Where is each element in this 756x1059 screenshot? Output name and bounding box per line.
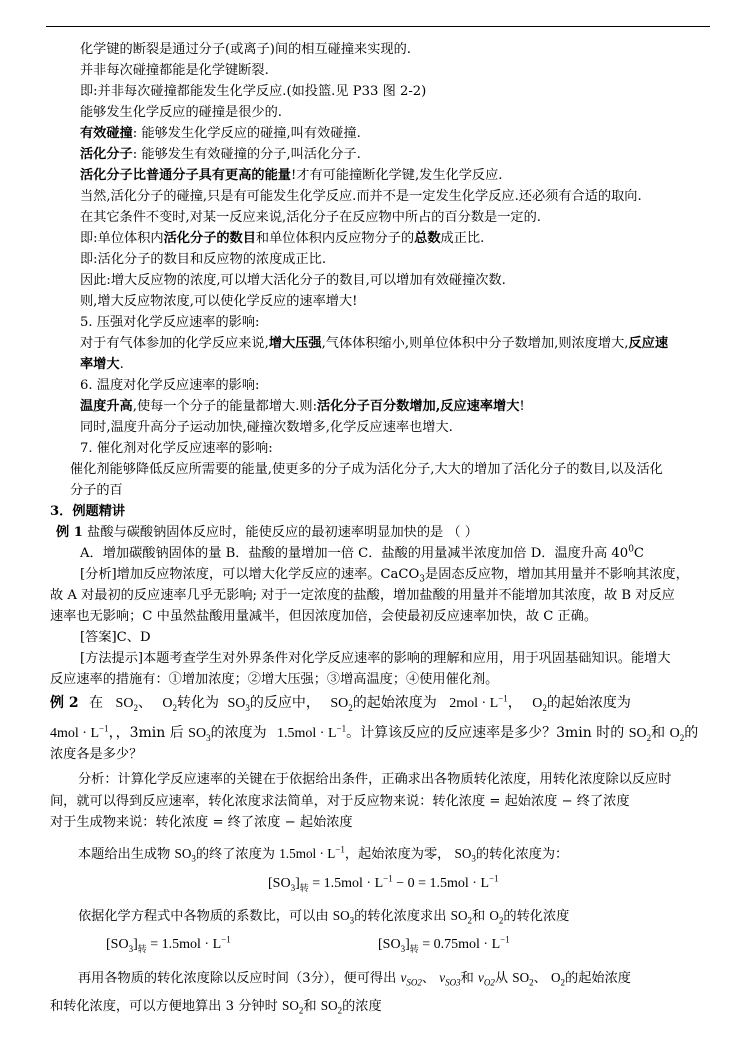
- text: 、: [137, 695, 152, 711]
- formula-so2: $SO_2$: [320, 998, 343, 1016]
- text-line: 浓度各是多少？: [50, 747, 143, 762]
- text: 成正比.: [440, 231, 485, 246]
- text-line: 能够发生化学反应的碰撞是很少的.: [80, 105, 283, 120]
- text: 和单位体积内反应物分子的: [255, 231, 415, 246]
- text: .: [119, 357, 124, 372]
- formula-so2: $SO_2$: [115, 696, 138, 713]
- text: 和: [460, 971, 474, 986]
- text: ,使每一个分子的能量都增大.则:: [132, 399, 318, 414]
- text: ，: [108, 725, 116, 741]
- text-line: 催化剂能够降低反应所需要的能量,使更多的分子成为活化分子,大大的增加了活化分子的数目,以及活化: [70, 462, 663, 477]
- text: 的浓度为: [210, 725, 267, 741]
- formula-o2: $O_2$: [669, 726, 685, 743]
- text-line: 5. 压强对化学反应速率的影响:: [80, 315, 260, 330]
- text: !: [519, 399, 525, 414]
- formula-so2: $SO_2$: [512, 970, 534, 988]
- equation-3: $[SO_3]_转 = 0.75mol \cdot L^{-1}$: [378, 934, 510, 954]
- concentration: $1.5mol \cdot L^{-1}$: [279, 844, 345, 861]
- text: 和: [651, 725, 666, 741]
- text-line: 速率也无影响；C 中虽然盐酸用量减半，但因浓度加倍，会使最初反应速率加快，故 C 正确。: [50, 609, 598, 624]
- text-line: 化学键的断裂是通过分子(或离子)间的相互碰撞来实现的.: [80, 42, 411, 57]
- text: 和: [303, 999, 317, 1014]
- text-line: 即:活化分子的数目和反应物的浓度成正比.: [80, 252, 327, 267]
- example-label: 例 1: [56, 525, 83, 540]
- text: C: [633, 546, 645, 561]
- text: 的浓度: [342, 999, 382, 1014]
- text: 在: [89, 695, 104, 711]
- rate-so3: $v_{SO3}$: [439, 970, 461, 988]
- bold-text: 温度升高: [80, 399, 133, 414]
- example-2-line2: [50, 724, 698, 743]
- text-line: [80, 355, 124, 374]
- bold-text: 活化分子百分数增加,反应速率增大: [317, 399, 520, 414]
- header-rule: [46, 26, 710, 27]
- text-line: [78, 844, 568, 864]
- text: 、: [421, 971, 436, 986]
- text: 的起始浓度为: [546, 695, 631, 711]
- options-line: [80, 544, 644, 563]
- text-line: [方法提示]本题考查学生对外界条件对化学反应速率的影响的理解和应用，用于巩固基础知识。能增大: [80, 651, 671, 666]
- formula-so2: $SO_2$: [330, 696, 353, 713]
- concentration: $4mol \cdot L^{-1}$: [50, 723, 109, 741]
- text: 转化为: [177, 695, 220, 711]
- text: 再用各物质的转化浓度除以反应时间（3分），便可得出: [78, 971, 397, 986]
- text: 。计算该反应的反应速率是多少？3min 时的: [346, 725, 625, 741]
- formula-so3: $SO_3$: [454, 846, 476, 864]
- text: [分析]增加反应物浓度，可以增大化学反应的速率。CaCO: [80, 567, 420, 582]
- text-line: 间，就可以得到反应速率，转化浓度求法简单，对于反应物来说：转化浓度 = 起始浓度 − 终了浓度: [50, 794, 630, 809]
- rate-so2: $v_{SO2}$: [400, 970, 422, 988]
- text: ，3min 后: [115, 725, 184, 741]
- text-line: [50, 996, 382, 1016]
- text: ,气体体积缩小,则单位体积中分子数增加,则浓度增大,: [321, 336, 629, 351]
- rate-o2: $v_{O2}$: [478, 970, 495, 988]
- text-line: 因此:增大反应物的浓度,可以增大活化分子的数目,可以增加有效碰撞次数.: [80, 273, 506, 288]
- example-1-question: [56, 523, 478, 542]
- text: ，起始浓度为零，: [344, 847, 451, 862]
- text: !才有可能撞断化学键,发生化学反应.: [291, 168, 503, 183]
- text-line: [80, 124, 361, 143]
- formula-so3: $SO_3$: [188, 726, 211, 743]
- concentration: $1.5mol \cdot L^{-1}$: [277, 723, 347, 741]
- text: 的: [684, 725, 699, 741]
- bold-text: 活化分子比普通分子具有更高的能量: [80, 168, 291, 183]
- formula-so3: $SO_3$: [227, 696, 250, 713]
- text-line: 分析：计算化学反应速率的关键在于依据给出条件，正确求出各物质转化浓度，用转化浓度除以反应时: [78, 772, 672, 787]
- bold-text: 总数: [414, 231, 441, 246]
- text-line: 在其它条件不变时,对某一反应来说,活化分子在反应物中所占的百分数是一定的.: [80, 210, 541, 225]
- text: 的终了浓度为: [195, 847, 275, 862]
- text-line: 则,增大反应物浓度,可以使化学反应的速率增大!: [80, 294, 358, 309]
- bold-text: 率增大: [80, 357, 120, 372]
- text-line: 故 A 对最初的反应速率几乎无影响; 对于一定浓度的盐酸，增加盐酸的用量并不能增加其浓度，故 B 对反应: [50, 588, 675, 603]
- term-activated-molecule: 活化分子: [80, 147, 133, 162]
- equation-1: $[SO_3]_转 = 1.5mol \cdot L^{-1} - 0 = 1.5mol \cdot L^{-1}$: [268, 873, 499, 893]
- text: 从: [494, 971, 509, 986]
- example-2-line1: [50, 694, 631, 713]
- text: 的起始浓度为: [352, 695, 437, 711]
- text-line: [80, 334, 668, 353]
- formula-o2: $O_2$: [489, 908, 504, 926]
- text: 对于有气体参加的化学反应来说,: [80, 336, 269, 351]
- text-line: [78, 968, 631, 988]
- text: 的转化浓度: [503, 909, 570, 924]
- text: ，: [507, 695, 522, 711]
- text: 本题给出生成物: [78, 847, 171, 862]
- text: 依据化学方程式中各物质的系数比，可以由: [78, 909, 329, 924]
- formula-so2: $SO_2$: [281, 998, 304, 1016]
- superscript: 0: [628, 544, 634, 555]
- text-line: 对于生成物来说：转化浓度 = 终了浓度 − 起始浓度: [50, 815, 353, 830]
- text: 是固态反应物，增加其用量并不影响其浓度，: [425, 567, 689, 582]
- text-line: 当然,活化分子的碰撞,只是有可能发生化学反应.而并不是一定发生化学反应.还必须有合适的取向.: [80, 189, 642, 204]
- section-heading: 3．例题精讲: [50, 504, 126, 519]
- text-line: 即:并非每次碰撞都能发生化学反应.(如投篮.见 P33 图 2-2): [80, 84, 427, 99]
- text: 的起始浓度: [565, 971, 631, 986]
- text-line: 7. 催化剂对化学反应速率的影响:: [80, 441, 273, 456]
- equation-2: $[SO_3]_转 = 1.5mol \cdot L^{-1}$: [106, 934, 231, 954]
- text: : 能够发生有效碰撞的分子,叫活化分子.: [132, 147, 361, 162]
- text: : 能够发生化学反应的碰撞,叫有效碰撞.: [132, 126, 361, 141]
- text-line: 6. 温度对化学反应速率的影响:: [80, 378, 260, 393]
- bold-text: 反应速: [628, 336, 669, 351]
- term-effective-collision: 有效碰撞: [80, 126, 133, 141]
- text-line: 分子的百: [70, 483, 123, 498]
- concentration: $2mol \cdot L^{-1}$: [449, 693, 508, 711]
- text-line: [80, 166, 503, 185]
- text-line: [80, 145, 361, 164]
- text: 的反应中，: [249, 695, 320, 711]
- text-line: 反应速率的措施有：①增加浓度；②增大压强；③增高温度；④使用催化剂。: [50, 672, 499, 687]
- formula-so2: $SO_2$: [628, 726, 652, 743]
- text: 和转化浓度，可以方便地算出 3 分钟时: [50, 999, 278, 1014]
- text: 的转化浓度为：: [475, 847, 569, 862]
- text: 盐酸与碳酸钠固体反应时，能使反应的最初速率明显加快的是 （ ）: [82, 525, 478, 540]
- answer-line: [答案]C、D: [80, 630, 151, 645]
- text-line: [80, 565, 689, 584]
- formula-so3: $SO_3$: [174, 846, 196, 864]
- example-label: 例 2: [50, 695, 79, 711]
- text: A．增加碳酸钠固体的量 B．盐酸的量增加一倍 C．盐酸的用量减半浓度加倍 D．温度升高 40: [80, 546, 629, 561]
- formula-so3: $SO_3$: [332, 908, 355, 926]
- text-line: [78, 906, 569, 926]
- text-line: [80, 397, 525, 416]
- text-line: 并非每次碰撞都能是化学键断裂.: [80, 63, 269, 78]
- text: 即:单位体积内: [80, 231, 164, 246]
- text-line: [80, 229, 484, 248]
- text: 和: [472, 909, 486, 924]
- formula-o2: $O_2$: [532, 696, 547, 713]
- formula-o2: $O_2$: [162, 696, 178, 713]
- formula-o2: $O_2$: [551, 970, 566, 988]
- text: 、: [533, 971, 547, 986]
- bold-text: 增大压强: [268, 336, 322, 351]
- subscript: 3: [419, 574, 426, 585]
- text-line: 同时,温度升高分子运动加快,碰撞次数增多,化学反应速率也增大.: [80, 420, 453, 435]
- bold-text: 活化分子的数目: [163, 231, 256, 246]
- text: 的转化浓度求出: [354, 909, 447, 924]
- formula-so2: $SO_2$: [450, 908, 472, 926]
